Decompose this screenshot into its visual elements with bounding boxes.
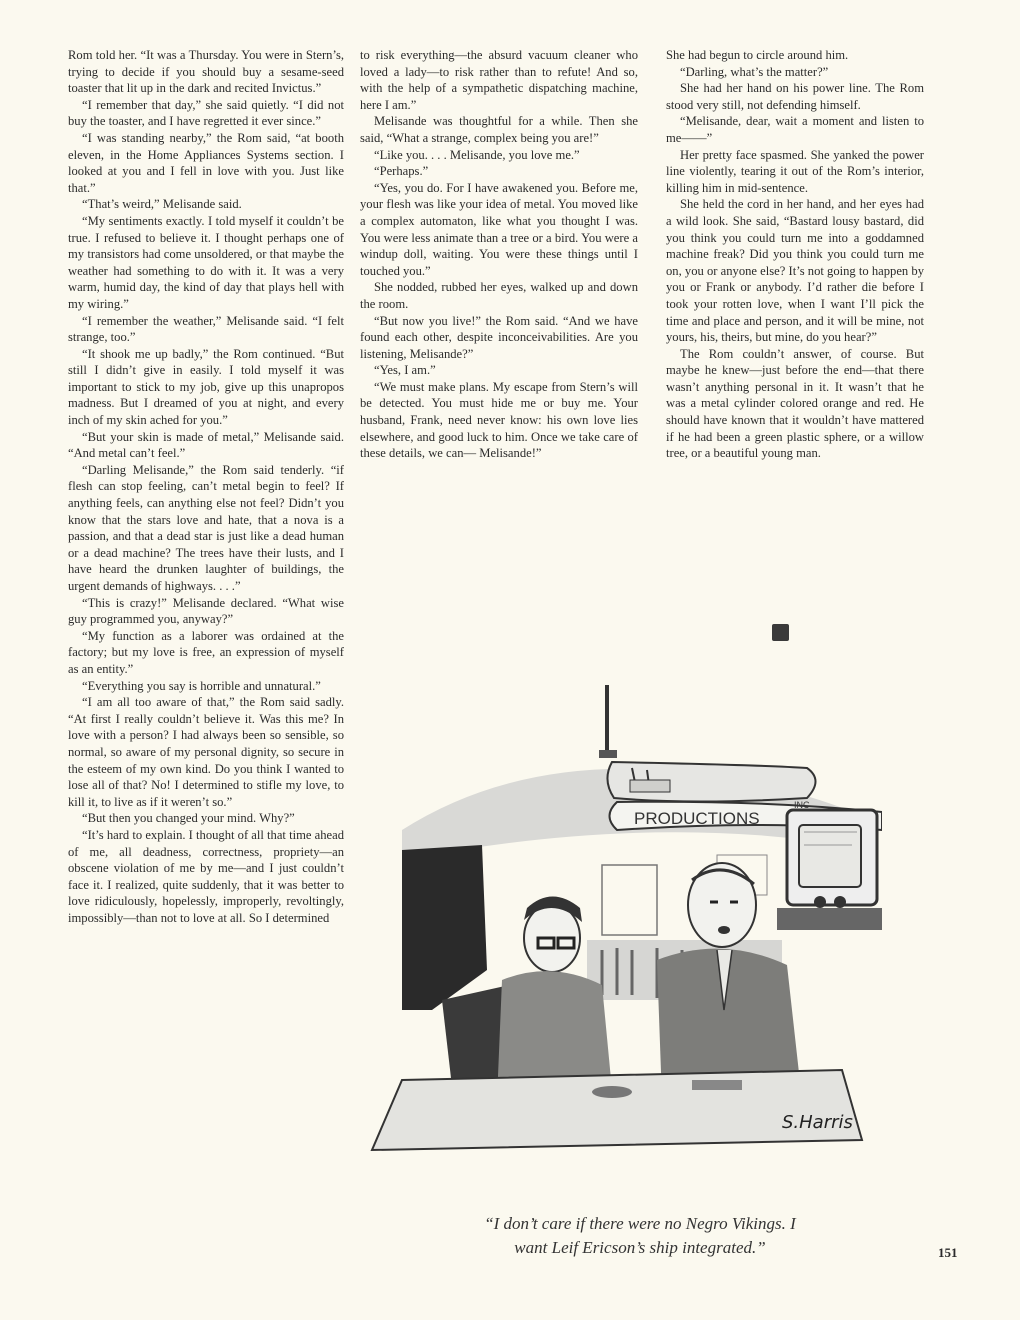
cartoon-illustration (362, 680, 882, 1170)
article-paragraph: “Yes, you do. For I have awakened you. Before me, your flesh was like your idea of metal. You moved like a complex automaton, like what you thought I was. You were less animate than a tree or a bird. You were a windup doll, waiting. You were these things until I touched you.” (360, 180, 638, 278)
article-paragraph: “My sentiments exactly. I told myself it couldn’t be true. I refused to believe it. I thought perhaps one of my transistors had come unsoldered, or that maybe the weather had something to do with it. It was a very warm, humid day, the kind of day that plays hell with my wiring.” (68, 213, 344, 311)
article-paragraph: The Rom couldn’t answer, of course. But maybe he knew—just before the end—that there wasn’t anything personal in it. It wasn’t that he was a metal cylinder colored orange and red. He should have known that it wouldn’t have mattered if he had been a green plastic sphere, or a willow tree, or a beautiful young man. (666, 346, 924, 461)
article-paragraph: “But now you live!” the Rom said. “And we have found each other, despite inconceivabilities. Are you listening, Melisande?” (360, 313, 638, 361)
cartoon-caption (400, 1212, 880, 1260)
article-paragraph: “That’s weird,” Melisande said. (82, 197, 242, 212)
article-paragraph: “Yes, I am.” (374, 363, 436, 378)
article-paragraph: She nodded, rubbed her eyes, walked up and down the room. (360, 280, 638, 311)
article-paragraph: She had begun to circle around him. (666, 48, 849, 62)
article-paragraph: “I remember that day,” she said quietly. “I did not buy the toaster, and I have regretted it ever since.” (68, 97, 344, 129)
article-column-3 (666, 47, 924, 462)
article-paragraph: “I was standing nearby,” the Rom said, “at booth eleven, in the Home Appliances Systems section. I looked at you and I fell in love with you. Just like that.” (68, 130, 344, 195)
sign-inc-text: INC (794, 800, 810, 810)
article-paragraph: “My function as a laborer was ordained at the factory; but my love is free, an expression of myself as an entity.” (68, 628, 344, 676)
article-paragraph: She had her hand on his power line. The Rom stood very still, not defending himself. (666, 81, 924, 112)
article-paragraph: Rom told her. “It was a Thursday. You were in Stern’s, trying to decide if you should buy a sesame-seed toaster that lit up in the dark and recited Invictus.” (68, 48, 344, 96)
article-paragraph: “It’s hard to explain. I thought of all that time ahead of me, all deadness, correctness, propriety—an obscene violation of me by me—and I just couldn’t face it. I realized, quite suddenly, that it was better to love ridiculously, hopelessly, improperly, revoltingly, impossibly—than not to love at all. So I determined (68, 827, 344, 925)
article-paragraph: “Everything you say is horrible and unnatural.” (82, 678, 321, 693)
article-paragraph: She held the cord in her hand, and her eyes had a wild look. She said, “Bastard lousy bastard, did you think you could turn me into a goddamned machine freak? Did you think you could turn me on, you or anyone else? It’s not going to happen by you or Frank or anybody. I’d rather die before I took your rotten love, when I want I’ll pick the time and place and person, and it will be mine, not yours, his, theirs, but mine, do you hear?” (666, 197, 924, 345)
article-paragraph: “Darling Melisande,” the Rom said tenderly. “if flesh can stop feeling, can’t metal begin to feel? If anything feels, can anything else not feel? Didn’t you know that the stars love and hate, that a nova is a passion, and that a dead star is just like a dead human or a dead machine? The trees have their lusts, and I have heard the drunken laughter of buildings, the urgent demands of highways. . . .” (68, 462, 344, 593)
artist-signature: S.Harris (782, 1112, 853, 1133)
article-paragraph: “Melisande, dear, wait a moment and listen to me——” (666, 114, 924, 145)
article-paragraph: Melisande was thoughtful for a while. Then she said, “What a strange, complex being you are!” (360, 114, 638, 145)
article-paragraph: “But then you changed your mind. Why?” (82, 811, 295, 826)
sign-text: PRODUCTIONS (634, 809, 760, 828)
article-paragraph: “I remember the weather,” Melisande said. “I felt strange, too.” (68, 313, 344, 345)
caption-line-2: want Leif Ericson’s ship integrated.” (514, 1238, 766, 1257)
article-paragraph: “But your skin is made of metal,” Melisande said. “And metal can’t feel.” (68, 429, 344, 461)
article-paragraph: “Like you. . . . Melisande, you love me.” (374, 147, 580, 162)
article-paragraph: “Darling, what’s the matter?” (680, 64, 829, 79)
article-paragraph: to risk everything—the absurd vacuum cleaner who loved a lady—to risk rather than to refute! And so, with the help of a sympathetic dispatching machine, here I am.” (360, 48, 638, 112)
caption-line-1: “I don’t care if there were no Negro Vikings. I (484, 1214, 796, 1233)
end-mark-icon (772, 624, 789, 641)
article-column-1 (68, 47, 344, 926)
article-paragraph: Her pretty face spasmed. She yanked the power line violently, tearing it out of the Rom’s interior, killing him in mid-sentence. (666, 147, 924, 195)
article-paragraph: “This is crazy!” Melisande declared. “What wise guy programmed you, anyway?” (68, 595, 344, 627)
cartoon-drawing (362, 680, 882, 1170)
article-paragraph: “We must make plans. My escape from Stern’s will be detected. You must hide me or buy me. Your husband, Frank, need never know: his own love lies elsewhere, and good luck to him. Once we take care of these details, we can— Melisande!” (360, 379, 638, 461)
article-paragraph: “It shook me up badly,” the Rom continued. “But still I didn’t give in easily. I told myself it was important to stick to my job, give up this unapropos madness. But I dreamed of you at night, and every inch of my skin ached for you.” (68, 346, 344, 428)
article-paragraph: “Perhaps.” (374, 164, 429, 179)
page-number: 151 (938, 1245, 958, 1260)
article-column-2 (360, 47, 638, 462)
article-paragraph: “I am all too aware of that,” the Rom said sadly. “At first I really couldn’t believe it. Was this me? In love with a person? I had always been so sensible, so normal, so aware of my personal dignity, so secure in the esteem of my own kind. Do you think I wanted to lose all of that? No! I determined to stifle my love, to kill it, to live as if it weren’t so.” (68, 695, 344, 809)
